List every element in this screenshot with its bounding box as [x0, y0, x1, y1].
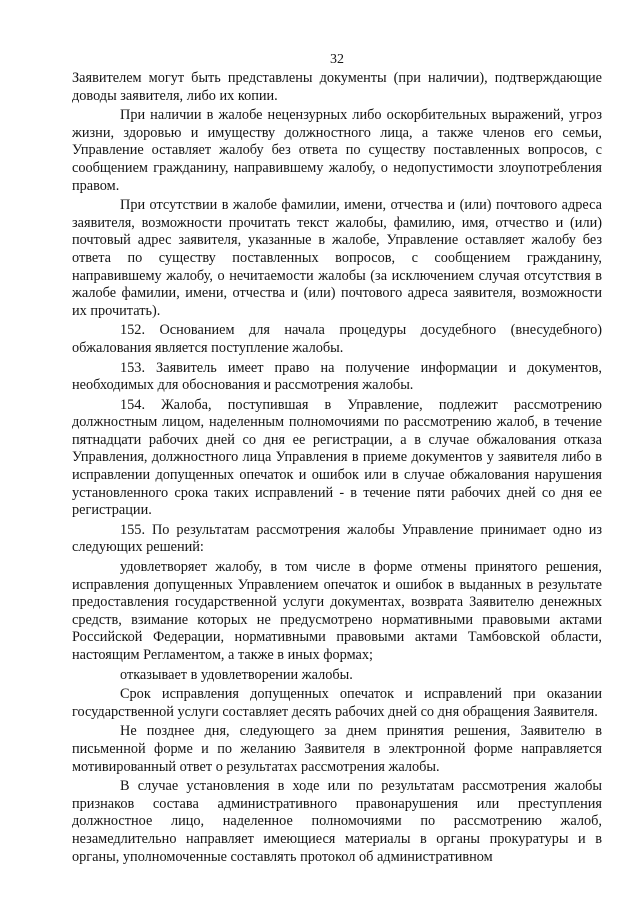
paragraph-reasoned-response: Не позднее дня, следующего за днем принятия решения, Заявителю в письменной форме и по желанию Заявителя в электронной форме направляется мотивированный ответ о результатах рассмотрения жалобы.	[72, 723, 602, 775]
paragraph-obscene-language: При наличии в жалобе нецензурных либо оскорбительных выражений, угроз жизни, здоровью и имуществу должностного лица, а также членов его семьи, Управление оставляет жалобу без ответа по существу поставленных вопросов, с сообщением гражданину, направившему жалобу, о недопустимости злоупотребления правом.	[72, 107, 602, 194]
paragraph-152: 152. Основанием для начала процедуры досудебного (внесудебного) обжалования является поступление жалобы.	[72, 322, 602, 356]
paragraph-satisfies-complaint: удовлетворяет жалобу, в том числе в форме отмены принятого решения, исправления допущенных Управлением опечаток и ошибок в выданных в результате предоставления государственной услуги документах, возврата Заявителю денежных средств, взимание которых не предусмотрено нормативными правовыми актами Российской Федерации, нормативными правовыми актами Тамбовской области, настоящим Регламентом, а также в иных формах;	[72, 559, 602, 663]
paragraph-refuses-complaint: отказывает в удовлетворении жалобы.	[120, 666, 353, 683]
paragraph-154: 154. Жалоба, поступившая в Управление, подлежит рассмотрению должностным лицом, наделенным полномочиями по рассмотрению жалоб, в течение пятнадцати рабочих дней со дня ее регистрации, а в случае обжалования отказа Управления, должностного лица Управления в приеме документов у заявителя либо в исправлении допущенных опечаток и ошибок или в случае обжалования нарушения установленного срока таких исправлений - в течение пяти рабочих дней со дня ее регистрации.	[72, 396, 602, 519]
paragraph-missing-name: При отсутствии в жалобе фамилии, имени, отчества и (или) почтового адреса заявителя, возможности прочитать текст жалобы, фамилию, имя, отчество и (или) почтовый адрес заявителя, указанные в жалобе, Управление оставляет жалобу без ответа по существу поставленных вопросов, с сообщением гражданину, направившему жалобу, о нечитаемости жалобы (за исключением случая отсутствия в жалобе фамилии, имени, отчества и (или) почтового адреса заявителя, возможности их прочитать).	[72, 197, 602, 319]
paragraph-155: 155. По результатам рассмотрения жалобы Управление принимает одно из следующих решений:	[72, 521, 602, 556]
paragraph-offense-signs: В случае установления в ходе или по результатам рассмотрения жалобы признаков состава административного правонарушения или преступления должностное лицо, наделенное полномочиями по рассмотрению жалоб, незамедлительно направляет имеющиеся материалы в органы прокуратуры и в органы, уполномоченные составлять протокол об административном	[72, 778, 602, 865]
page-number: 32	[330, 52, 344, 67]
paragraph-153: 153. Заявитель имеет право на получение информации и документов, необходимых для обоснования и рассмотрения жалобы.	[72, 359, 602, 394]
paragraph-documents-attached: Заявителем могут быть представлены документы (при наличии), подтверждающие доводы заявителя, либо их копии.	[72, 70, 602, 104]
document-page	[72, 52, 602, 868]
paragraph-correction-term: Срок исправления допущенных опечаток и исправлений при оказании государственной услуги составляет десять рабочих дней со дня обращения Заявителя.	[72, 686, 602, 720]
